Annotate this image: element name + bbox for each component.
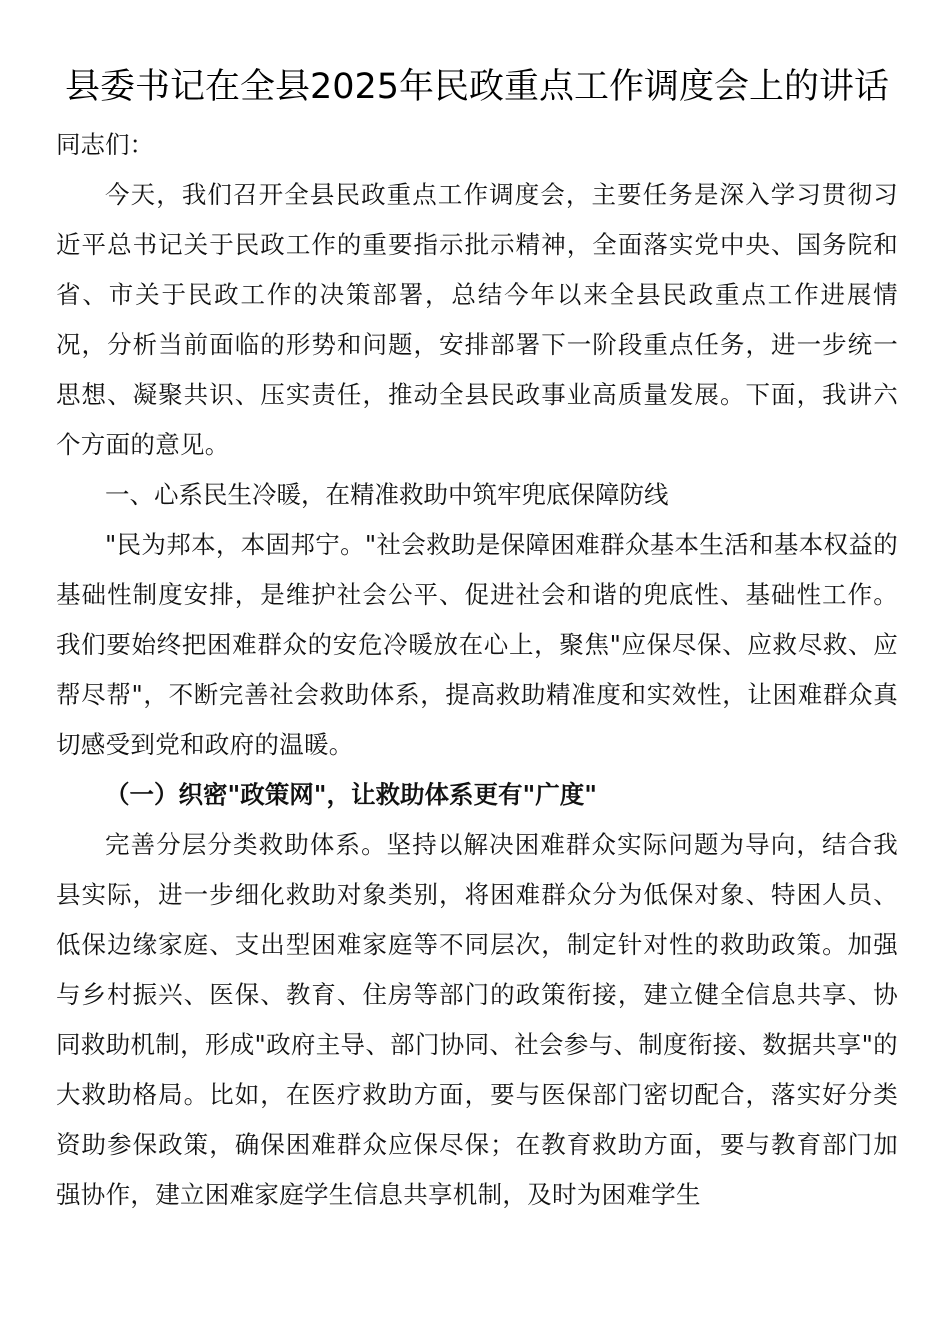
intro-paragraph: 今天，我们召开全县民政重点工作调度会，主要任务是深入学习贯彻习近平总书记关于民政工作的重要指示批示精神，全面落实党中央、国务院和省、市关于民政工作的决策部署，总结今年以来全县民政重点工作进展情况，分析当前面临的形势和问题，安排部署下一阶段重点任务，进一步统一思想、凝聚共识、压实责任，推动全县民政事业高质量发展。下面，我讲六个方面的意见。 (56, 180, 898, 459)
subsection-1-paragraph: 完善分层分类救助体系。坚持以解决困难群众实际问题为导向，结合我县实际，进一步细化救助对象类别，将困难群众分为低保对象、特困人员、低保边缘家庭、支出型困难家庭等不同层次，制定针对性的救助政策。加强与乡村振兴、医保、教育、住房等部门的政策衔接，建立健全信息共享、协同救助机制，形成"政府主导、部门协同、社会参与、制度衔接、数据共享"的大救助格局。比如，在医疗救助方面，要与医保部门密切配合，落实好分类资助参保政策，确保困难群众应保尽保；在教育救助方面，要与教育部门加强协作，建立困难家庭学生信息共享机制，及时为困难学生 (56, 830, 898, 1209)
document-title: 县委书记在全县2025年民政重点工作调度会上的讲话 (64, 67, 890, 107)
section-1-paragraph: "民为邦本，本固邦宁。"社会救助是保障困难群众基本生活和基本权益的基础性制度安排，是维护社会公平、促进社会和谐的兜底性、基础性工作。我们要始终把困难群众的安危冷暖放在心上，聚焦"应保尽保、应救尽救、应帮尽帮"，不断完善社会救助体系，提高救助精准度和实效性，让困难群众真切感受到党和政府的温暖。 (56, 530, 898, 759)
section-1-heading: 一、心系民生冷暖，在精准救助中筑牢兜底保障防线 (105, 480, 669, 509)
salutation: 同志们： (56, 130, 154, 159)
document-page (56, 62, 898, 1220)
subsection-1-heading: （一）织密"政策网"，让救助体系更有"广度" (105, 780, 598, 809)
